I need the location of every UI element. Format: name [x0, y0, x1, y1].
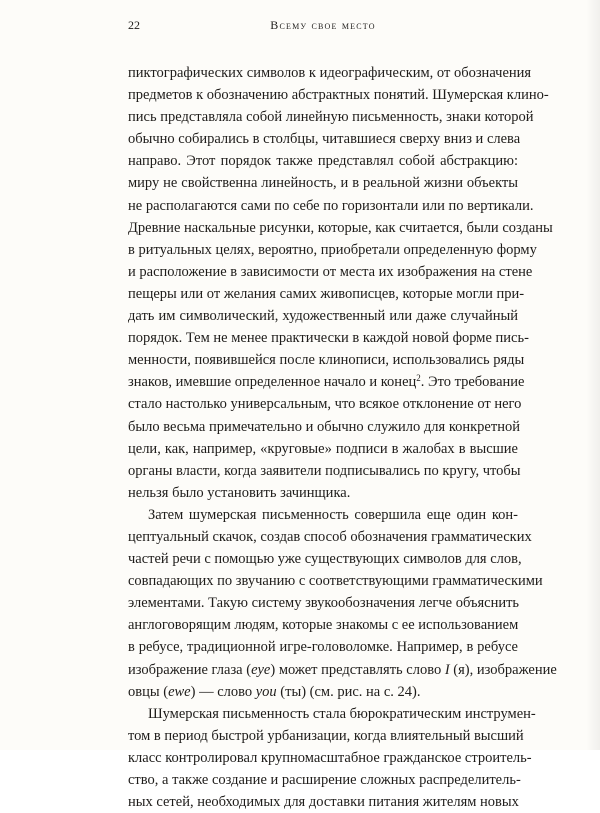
text-line-with-italics: [128, 659, 557, 681]
text-line: пещеры или от желания самих живописцев, которые могли при-: [128, 285, 525, 302]
line-text: изображение глаза (: [128, 661, 252, 678]
text-line-with-footnote: [128, 371, 525, 393]
text-line: ных сетей, необходимых для доставки питания жителям новых: [128, 794, 519, 811]
line-text: (я), изображение: [449, 661, 557, 678]
line-text: овцы (: [128, 683, 169, 700]
text-line: Затем шумерская письменность совершила еще один кон-: [148, 506, 518, 523]
english-word-you: you: [255, 683, 277, 700]
text-line: совпадающих по звучанию с соответствующими грамматическими: [128, 573, 543, 590]
page-number: 22: [128, 18, 140, 32]
text-line: англоговорящим людям, которые знакомы с ее использованием: [128, 617, 519, 634]
english-word-eye: eye: [251, 661, 271, 678]
text-line: предметов к обозначению абстрактных понятий. Шумерская клино-: [128, 87, 549, 104]
line-text: ) — слово: [190, 683, 256, 700]
text-line: дать им символический, художественный или даже случайный: [128, 308, 518, 325]
text-line: и расположение в зависимости от места их изображения на стене: [128, 263, 533, 280]
running-title: Всему свое место: [270, 18, 376, 32]
text-line: Шумерская письменность стала бюрократическим инструмен-: [148, 705, 536, 722]
text-line: том в период быстрой урбанизации, когда влиятельный высший: [128, 727, 524, 744]
text-line: Древние наскальные рисунки, которые, как считается, были созданы: [128, 219, 553, 236]
body-text: [128, 62, 557, 813]
text-line: пись представляла собой линейную письменность, знаки которой: [128, 109, 534, 126]
english-word-ewe: ewe: [168, 683, 191, 700]
text-line: стало настолько универсальным, что всякое отклонение от него: [128, 396, 522, 413]
text-line: цептуальный скачок, создав способ обозначения грамматических: [128, 528, 532, 545]
text-line: органы власти, когда заявители подписывались по кругу, чтобы: [128, 462, 521, 479]
text-line: направо. Этот порядок также представлял собой абстракцию:: [128, 153, 518, 170]
text-line: цели, как, например, «круговые» подписи в жалобах в высшие: [128, 440, 518, 457]
page-edge-shadow: [586, 0, 600, 750]
line-text: . Это требование: [420, 374, 525, 391]
text-line: частей речи с помощью уже существующих символов для слов,: [128, 551, 522, 568]
paragraph-2: [128, 504, 557, 703]
paragraph-3: [128, 703, 536, 813]
text-line: класс контролировал крупномасштабное гражданское строитель-: [128, 749, 532, 766]
text-line: ство, а также создание и расширение сложных распределитель-: [128, 772, 521, 788]
running-head: [128, 17, 518, 33]
text-line: в ритуальных целях, вероятно, приобретали определенную форму: [128, 241, 537, 258]
text-line: нельзя было установить зачинщика.: [128, 484, 351, 501]
line-text: (ты) (см. рис. на с. 24).: [276, 683, 421, 700]
paragraph-1: [128, 62, 553, 504]
footnote-marker[interactable]: 2: [416, 373, 421, 384]
text-line: порядок. Тем не менее практически в каждой новой форме пись-: [128, 330, 529, 347]
text-line: менности, появившейся после клинописи, использовались ряды: [128, 352, 525, 369]
text-line: в ребусе, традиционной игре-головоломке. Например, в ребусе: [128, 639, 518, 656]
text-line-with-italics: [128, 681, 518, 703]
text-line: не располагаются сами по себе по горизонтали или по вертикали.: [128, 197, 534, 214]
text-line: миру не свойственна линейность, и в реальной жизни объекты: [128, 175, 518, 192]
text-line: обычно собирались в столбцы, читавшиеся сверху вниз и слева: [128, 131, 521, 148]
text-line: пиктографических символов к идеографическим, от обозначения: [128, 65, 532, 81]
text-line: элементами. Такую систему звукообозначения легче объяснить: [128, 595, 520, 612]
line-text: ) может представлять слово: [270, 661, 445, 678]
text-line: было весьма примечательно и обычно служило для конкретной: [128, 418, 520, 435]
english-word-i: I: [444, 661, 450, 678]
line-text: знаков, имевшие определенное начало и конец: [128, 374, 417, 391]
